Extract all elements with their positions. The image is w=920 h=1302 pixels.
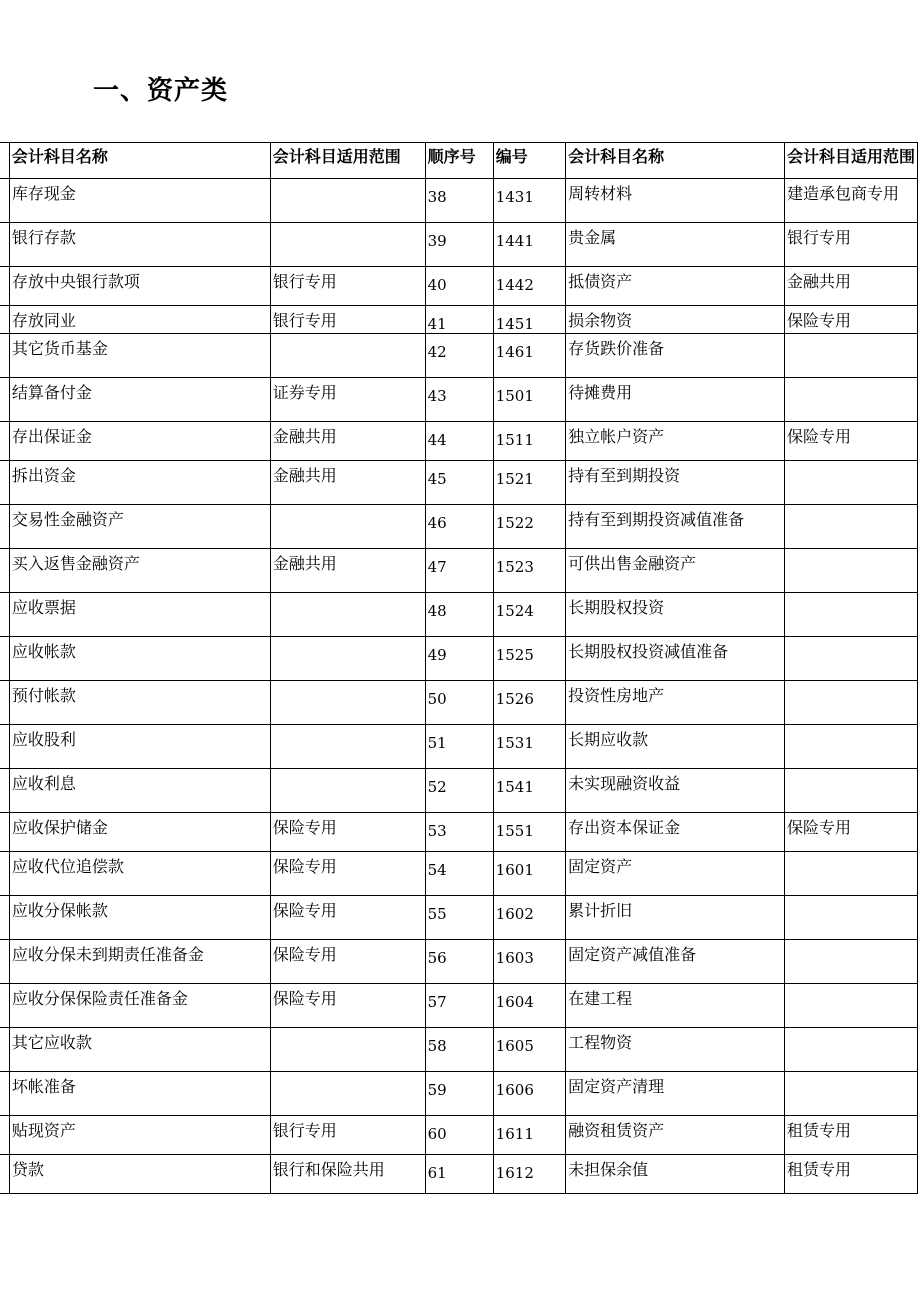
cell-name-right: 独立帐户资产 — [566, 422, 785, 461]
cell-code: 1501 — [493, 378, 565, 422]
cell-seq: 40 — [425, 267, 493, 306]
cell-name-left: 存放中央银行款项 — [9, 267, 270, 306]
row-left-edge — [0, 1155, 9, 1194]
cell-code: 1461 — [493, 334, 565, 378]
row-left-edge — [0, 984, 9, 1028]
accounts-table — [0, 142, 918, 1194]
cell-name-left: 交易性金融资产 — [9, 505, 270, 549]
cell-name-right: 累计折旧 — [566, 896, 785, 940]
row-left-edge — [0, 334, 9, 378]
cell-scope-right — [784, 549, 917, 593]
cell-seq: 59 — [425, 1072, 493, 1116]
cell-name-left: 应收代位追偿款 — [9, 852, 270, 896]
cell-name-right: 未担保余值 — [566, 1155, 785, 1194]
row-left-edge — [0, 940, 9, 984]
cell-seq: 42 — [425, 334, 493, 378]
row-left-edge — [0, 223, 9, 267]
table-row — [0, 505, 918, 549]
row-left-edge — [0, 1072, 9, 1116]
cell-name-right: 持有至到期投资 — [566, 461, 785, 505]
row-left-edge — [0, 378, 9, 422]
cell-code: 1602 — [493, 896, 565, 940]
cell-scope-right — [784, 505, 917, 549]
cell-scope-left: 金融共用 — [270, 461, 425, 505]
cell-name-right: 固定资产 — [566, 852, 785, 896]
cell-name-right: 周转材料 — [566, 179, 785, 223]
cell-name-left: 应收帐款 — [9, 637, 270, 681]
table-row — [0, 637, 918, 681]
cell-scope-right: 保险专用 — [784, 306, 917, 334]
cell-scope-right: 租赁专用 — [784, 1116, 917, 1155]
row-left-edge — [0, 593, 9, 637]
cell-scope-left: 保险专用 — [270, 940, 425, 984]
cell-scope-right — [784, 1072, 917, 1116]
table-row — [0, 725, 918, 769]
cell-seq: 57 — [425, 984, 493, 1028]
cell-seq: 41 — [425, 306, 493, 334]
cell-scope-left: 银行专用 — [270, 267, 425, 306]
row-left-edge — [0, 813, 9, 852]
cell-name-right: 长期股权投资减值准备 — [566, 637, 785, 681]
cell-name-left: 库存现金 — [9, 179, 270, 223]
cell-seq: 56 — [425, 940, 493, 984]
header-scope-right: 会计科目适用范围 — [784, 143, 917, 179]
cell-name-left: 应收分保保险责任准备金 — [9, 984, 270, 1028]
cell-code: 1511 — [493, 422, 565, 461]
cell-scope-left — [270, 223, 425, 267]
cell-seq: 44 — [425, 422, 493, 461]
cell-seq: 53 — [425, 813, 493, 852]
cell-code: 1551 — [493, 813, 565, 852]
cell-scope-left — [270, 334, 425, 378]
cell-code: 1441 — [493, 223, 565, 267]
cell-seq: 38 — [425, 179, 493, 223]
cell-code: 1451 — [493, 306, 565, 334]
table-row — [0, 940, 918, 984]
cell-scope-right — [784, 637, 917, 681]
cell-code: 1611 — [493, 1116, 565, 1155]
cell-scope-right — [784, 461, 917, 505]
row-left-edge — [0, 306, 9, 334]
row-left-edge — [0, 461, 9, 505]
cell-scope-left: 金融共用 — [270, 549, 425, 593]
row-left-edge — [0, 637, 9, 681]
table-row — [0, 306, 918, 334]
cell-name-right: 长期股权投资 — [566, 593, 785, 637]
cell-code: 1531 — [493, 725, 565, 769]
cell-name-right: 固定资产减值准备 — [566, 940, 785, 984]
cell-code: 1526 — [493, 681, 565, 725]
cell-scope-right: 保险专用 — [784, 813, 917, 852]
cell-code: 1525 — [493, 637, 565, 681]
table-row — [0, 852, 918, 896]
cell-name-right: 工程物资 — [566, 1028, 785, 1072]
cell-code: 1605 — [493, 1028, 565, 1072]
cell-name-right: 待摊费用 — [566, 378, 785, 422]
cell-scope-right: 金融共用 — [784, 267, 917, 306]
section-title: 一、资产类 — [93, 76, 229, 106]
cell-name-right: 存出资本保证金 — [566, 813, 785, 852]
cell-name-left: 贴现资产 — [9, 1116, 270, 1155]
cell-code: 1523 — [493, 549, 565, 593]
row-left-edge — [0, 1116, 9, 1155]
cell-seq: 51 — [425, 725, 493, 769]
cell-scope-right — [784, 378, 917, 422]
cell-scope-right — [784, 769, 917, 813]
cell-scope-right: 银行专用 — [784, 223, 917, 267]
row-left-edge — [0, 852, 9, 896]
cell-code: 1521 — [493, 461, 565, 505]
cell-name-right: 长期应收款 — [566, 725, 785, 769]
table-row — [0, 1116, 918, 1155]
cell-scope-right — [784, 334, 917, 378]
row-left-edge — [0, 769, 9, 813]
cell-scope-right — [784, 984, 917, 1028]
cell-scope-left — [270, 725, 425, 769]
row-left-edge — [0, 896, 9, 940]
cell-seq: 61 — [425, 1155, 493, 1194]
cell-code: 1522 — [493, 505, 565, 549]
cell-seq: 49 — [425, 637, 493, 681]
cell-scope-right: 建造承包商专用 — [784, 179, 917, 223]
cell-name-right: 未实现融资收益 — [566, 769, 785, 813]
cell-scope-right — [784, 940, 917, 984]
cell-code: 1604 — [493, 984, 565, 1028]
table-row — [0, 593, 918, 637]
cell-name-left: 银行存款 — [9, 223, 270, 267]
cell-seq: 45 — [425, 461, 493, 505]
cell-scope-left — [270, 769, 425, 813]
cell-code: 1601 — [493, 852, 565, 896]
cell-seq: 58 — [425, 1028, 493, 1072]
row-left-edge — [0, 681, 9, 725]
cell-scope-left: 银行专用 — [270, 306, 425, 334]
cell-code: 1524 — [493, 593, 565, 637]
row-left-edge — [0, 1028, 9, 1072]
cell-seq: 39 — [425, 223, 493, 267]
cell-name-left: 拆出资金 — [9, 461, 270, 505]
row-left-edge — [0, 267, 9, 306]
header-seq: 顺序号 — [425, 143, 493, 179]
cell-scope-right — [784, 681, 917, 725]
cell-seq: 54 — [425, 852, 493, 896]
row-left-edge — [0, 179, 9, 223]
cell-scope-left: 保险专用 — [270, 984, 425, 1028]
table-row — [0, 896, 918, 940]
cell-name-left: 预付帐款 — [9, 681, 270, 725]
row-left-edge — [0, 422, 9, 461]
header-name-left: 会计科目名称 — [9, 143, 270, 179]
table-header-row — [0, 143, 918, 179]
cell-scope-right: 保险专用 — [784, 422, 917, 461]
cell-seq: 50 — [425, 681, 493, 725]
cell-code: 1442 — [493, 267, 565, 306]
cell-scope-left: 保险专用 — [270, 813, 425, 852]
table-row — [0, 223, 918, 267]
cell-name-left: 应收利息 — [9, 769, 270, 813]
cell-name-left: 坏帐准备 — [9, 1072, 270, 1116]
row-left-edge — [0, 725, 9, 769]
cell-code: 1612 — [493, 1155, 565, 1194]
cell-scope-left — [270, 505, 425, 549]
table-row — [0, 422, 918, 461]
cell-name-right: 损余物资 — [566, 306, 785, 334]
cell-scope-left: 保险专用 — [270, 896, 425, 940]
cell-seq: 55 — [425, 896, 493, 940]
cell-scope-left — [270, 179, 425, 223]
cell-seq: 43 — [425, 378, 493, 422]
cell-name-left: 应收保护储金 — [9, 813, 270, 852]
cell-name-right: 在建工程 — [566, 984, 785, 1028]
table-row — [0, 334, 918, 378]
cell-scope-left: 保险专用 — [270, 852, 425, 896]
cell-seq: 60 — [425, 1116, 493, 1155]
cell-scope-right — [784, 1028, 917, 1072]
cell-seq: 47 — [425, 549, 493, 593]
cell-name-left: 买入返售金融资产 — [9, 549, 270, 593]
cell-code: 1431 — [493, 179, 565, 223]
cell-scope-left: 银行专用 — [270, 1116, 425, 1155]
table-row — [0, 549, 918, 593]
cell-name-right: 贵金属 — [566, 223, 785, 267]
cell-scope-right — [784, 896, 917, 940]
cell-scope-right — [784, 593, 917, 637]
cell-scope-left: 银行和保险共用 — [270, 1155, 425, 1194]
header-code: 编号 — [493, 143, 565, 179]
cell-scope-left — [270, 1028, 425, 1072]
table-row — [0, 1072, 918, 1116]
row-left-edge — [0, 549, 9, 593]
header-scope-left: 会计科目适用范围 — [270, 143, 425, 179]
cell-name-left: 应收票据 — [9, 593, 270, 637]
cell-name-right: 投资性房地产 — [566, 681, 785, 725]
header-left-edge — [0, 143, 9, 179]
cell-name-left: 其它应收款 — [9, 1028, 270, 1072]
cell-scope-left — [270, 637, 425, 681]
cell-name-left: 其它货币基金 — [9, 334, 270, 378]
cell-scope-left — [270, 681, 425, 725]
row-left-edge — [0, 505, 9, 549]
table-row — [0, 813, 918, 852]
cell-scope-left — [270, 1072, 425, 1116]
cell-scope-right — [784, 725, 917, 769]
cell-seq: 48 — [425, 593, 493, 637]
cell-scope-left: 金融共用 — [270, 422, 425, 461]
cell-name-left: 存出保证金 — [9, 422, 270, 461]
table-row — [0, 769, 918, 813]
cell-name-right: 固定资产清理 — [566, 1072, 785, 1116]
cell-code: 1541 — [493, 769, 565, 813]
table-row — [0, 378, 918, 422]
table-row — [0, 984, 918, 1028]
cell-name-right: 存货跌价准备 — [566, 334, 785, 378]
cell-scope-right: 租赁专用 — [784, 1155, 917, 1194]
table-row — [0, 267, 918, 306]
cell-code: 1603 — [493, 940, 565, 984]
cell-name-left: 应收分保帐款 — [9, 896, 270, 940]
cell-scope-left — [270, 593, 425, 637]
cell-name-right: 持有至到期投资减值准备 — [566, 505, 785, 549]
cell-code: 1606 — [493, 1072, 565, 1116]
cell-scope-right — [784, 852, 917, 896]
table-row — [0, 1028, 918, 1072]
cell-name-left: 存放同业 — [9, 306, 270, 334]
cell-seq: 46 — [425, 505, 493, 549]
table-row — [0, 1155, 918, 1194]
cell-name-left: 结算备付金 — [9, 378, 270, 422]
table-row — [0, 461, 918, 505]
table-row — [0, 179, 918, 223]
cell-name-left: 应收股利 — [9, 725, 270, 769]
cell-seq: 52 — [425, 769, 493, 813]
cell-name-left: 贷款 — [9, 1155, 270, 1194]
header-name-right: 会计科目名称 — [566, 143, 785, 179]
cell-name-right: 可供出售金融资产 — [566, 549, 785, 593]
cell-scope-left: 证券专用 — [270, 378, 425, 422]
table-row — [0, 681, 918, 725]
cell-name-right: 融资租赁资产 — [566, 1116, 785, 1155]
cell-name-right: 抵债资产 — [566, 267, 785, 306]
cell-name-left: 应收分保未到期责任准备金 — [9, 940, 270, 984]
